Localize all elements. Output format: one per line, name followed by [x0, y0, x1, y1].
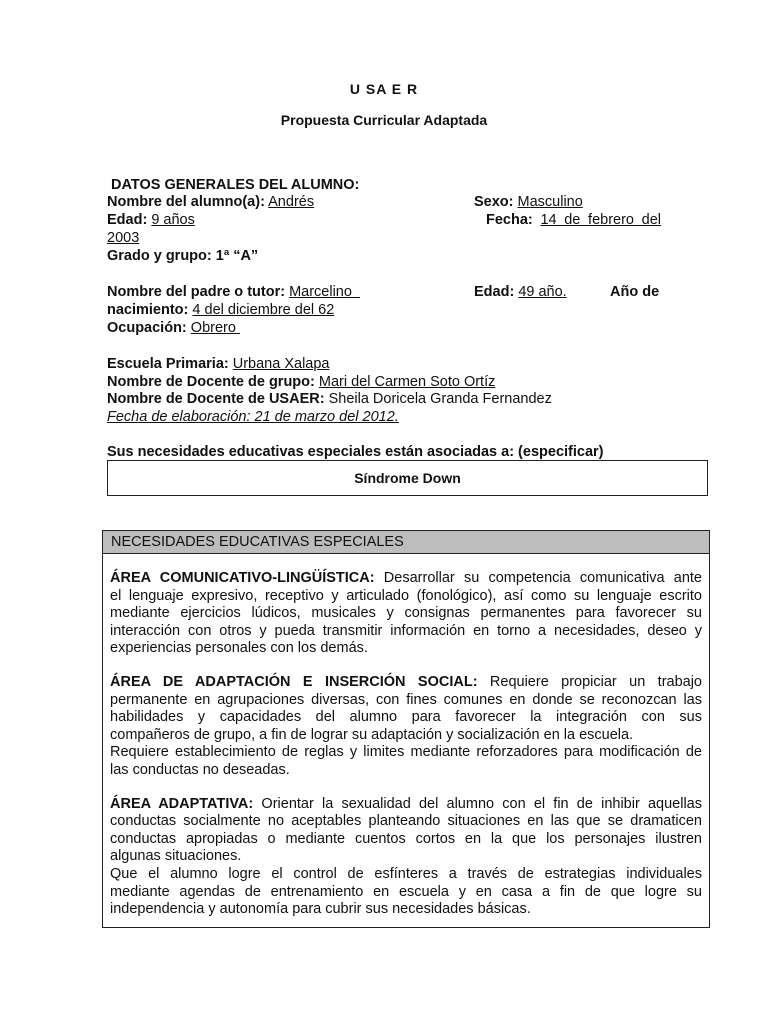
area-line: Desarrollar su competencia comunicativa ante [374, 570, 703, 586]
area-adaptativa [110, 796, 702, 919]
nombre-label: Nombre del alumno(a): [107, 194, 265, 210]
area-line: independencia y autonomía para cubrir sus necesidades básicas. [110, 901, 531, 918]
nombre-row [107, 193, 314, 211]
area-line: experiencias personales con los demás. [110, 640, 368, 657]
fecha-value-year: 2003 [107, 230, 140, 246]
nee-box [102, 530, 710, 928]
escuela-label: Escuela Primaria: [107, 356, 229, 372]
anio-label: Año de [610, 284, 660, 300]
nacimiento-value: 4 del diciembre del 62 [192, 302, 335, 318]
ocupacion-value: Obrero [190, 320, 236, 336]
area-line: mediante ejercicios lúdicos, musicales y consignas permanentes para favorecer su [110, 605, 702, 622]
fecha-label: Fecha: [486, 212, 533, 228]
padre-edad-row [474, 283, 567, 301]
org-title: U SA E R [349, 81, 419, 97]
area-line: interacción con otros y pueda transmitir información en torno a necesidades, deseo y [110, 622, 702, 639]
edad-field [107, 211, 195, 229]
diagnostico-box [107, 460, 708, 496]
padre-edad-label: Edad: [474, 284, 515, 300]
area-line: algunas situaciones. [110, 848, 242, 865]
necesidades-intro: Sus necesidades educativas especiales están asociadas a: (especificar) [107, 444, 604, 460]
area-comunicativo [110, 570, 702, 658]
grado-grupo: Grado y grupo: 1ª “A” [107, 248, 259, 264]
datos-section-label: DATOS GENERALES DEL ALUMNO: [111, 177, 360, 193]
escuela-row [107, 355, 330, 373]
area-line: Requiere propiciar un trabajo [477, 673, 702, 690]
sexo-value: Masculino [517, 194, 583, 210]
area-title: ÁREA COMUNICATIVO-LINGÜÍSTICA: [110, 570, 375, 586]
area-line: Orientar la sexualidad del alumno con el fin de inhibir aquellas [253, 795, 702, 812]
area-line: Que el alumno logre el control de esfínteres a través de estrategias individuales [110, 865, 702, 882]
area-line: mediante agendas de entrenamiento en escuela y en casa a fin de que logre su [110, 883, 702, 900]
padre-label: Nombre del padre o tutor: [107, 284, 286, 300]
sexo-label: Sexo: [474, 194, 514, 210]
docente-grupo-value: Mari del Carmen Soto Ortíz [318, 374, 496, 390]
fecha-value: 14 de febrero del [540, 212, 662, 228]
escuela-value: Urbana Xalapa [232, 356, 330, 372]
ocupacion-row [107, 319, 240, 337]
area-title: ÁREA ADAPTATIVA: [110, 795, 254, 812]
fecha-field [486, 211, 661, 229]
nacimiento-row [107, 301, 334, 319]
nacimiento-label: nacimiento: [107, 302, 189, 318]
edad-value: 9 años [151, 212, 195, 228]
edad-label: Edad: [107, 212, 148, 228]
docente-usaer-label: Nombre de Docente de USAER: [107, 391, 325, 407]
ocupacion-label: Ocupación: [107, 320, 187, 336]
docente-usaer-value: Sheila Doricela Granda Fernandez [328, 391, 552, 407]
padre-value: Marcelino [289, 284, 352, 300]
padre-row [107, 283, 360, 301]
area-line: conductas socialmente no aceptables planteando situaciones en las que se dramaticen [110, 813, 702, 830]
sexo-row [474, 193, 583, 211]
nee-body [103, 554, 709, 919]
padre-edad-value: 49 año. [518, 284, 567, 300]
docente-usaer-row [107, 390, 552, 408]
area-line: el lenguaje expresivo, receptivo y articulado (fonológico), así como su lenguaje escrito [110, 587, 702, 604]
area-adaptacion-social [110, 674, 702, 780]
area-line: compañeros de grupo, a fin de lograr su adaptación y socialización en la escuela. [110, 726, 634, 743]
fecha-elaboracion: Fecha de elaboración: 21 de marzo del 2012. [107, 409, 399, 425]
area-line: permanente en agrupaciones diversas, con fines comunes en donde se reconozcan las [110, 691, 702, 708]
document-title: Propuesta Curricular Adaptada [280, 112, 488, 128]
area-line: Requiere establecimiento de reglas y limites mediante reforzadores para modificación de [110, 744, 702, 761]
area-line: conductas apropiadas o mediante cuentos cortos en la que los personajes ilustren [110, 830, 702, 847]
area-line: habilidades y capacidades del alumno para favorecer la integración con sus [110, 709, 702, 726]
nombre-value: Andrés [268, 194, 315, 210]
docente-grupo-label: Nombre de Docente de grupo: [107, 374, 315, 390]
docente-grupo-row [107, 373, 495, 391]
diagnostico-value: Síndrome Down [354, 470, 461, 486]
area-title: ÁREA DE ADAPTACIÓN E INSERCIÓN SOCIAL: [110, 673, 478, 690]
nee-header: NECESIDADES EDUCATIVAS ESPECIALES [103, 531, 709, 554]
area-line: las conductas no deseadas. [110, 761, 290, 778]
